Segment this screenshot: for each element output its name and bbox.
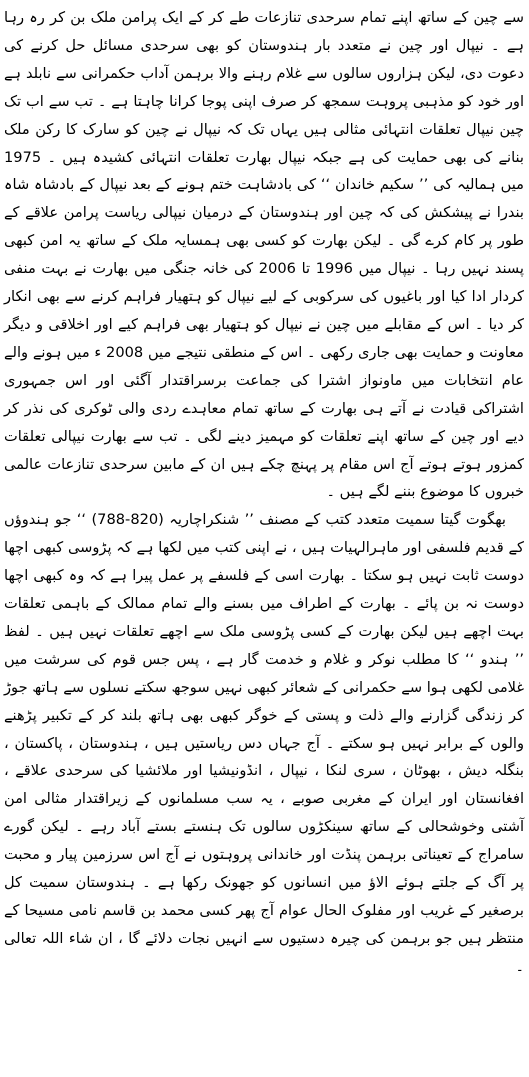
article-paragraph-1: سے چین کے ساتھ اپنے تمام سرحدی تنازعات طے کر کے ایک پرامن ملک بن کر رہ رہا ہے ۔ نیپال اور چین نے متعدد بار ہندوستان کو بھی سرحدی مسائل حل کرنے کی دعوت دی، لیکن ہزاروں سالوں سے غلام رہنے والا برہمن آداب حکمرانی سے نابلد ہے اور خود کو مذہبی پروہت سمجھ کر صرف اپنی پوجا کرانا چاہتا ہے ۔ تب سے اب تک چین نیپال تعلقات انتہائی مثالی ہیں یہاں تک کہ نیپال نے چین کو سارک کا رکن ملک بنانے کی بھی حمایت کی ہے جبکہ نیپال بھارت تعلقات انتہائی کشیدہ ہیں ۔ 1975 میں ہمالیہ کی ’’ سکیم خاندان ‘‘ کی بادشاہت ختم ہونے کے بعد نیپال کے بادشاہ شاہ بندرا نے پیشکش کی کہ چین اور ہندوستان کے درمیان نیپالی ریاست پرامن علاقے کے طور پر کام کرے گی ۔ لیکن بھارت کو کسی بھی ہمسایہ ملک کے ساتھ یہ امن کبھی پسند نہیں رہا ۔ نیپال میں 1996 تا 2006 کی خانہ جنگی میں بھارت نے بہت منفی کردار ادا کیا اور باغیوں کی سرکوبی کے لیے نیپال کو ہتھیار فراہم کرنے سے بھی انکار کر دیا ۔ اس کے مقابلے میں چین نے نیپال کو ہتھیار بھی فراہم کیے اور اخلاقی و دیگر معاونت و حمایت بھی جاری رکھی ۔ اس کے منطقی نتیجے میں 2008 ء میں ہونے والے عام انتخابات میں ماونواز اشترا کی جماعت برسراقتدار آگئی اور اس جمہوری اشتراکی قیادت نے آتے ہی بھارت کے ساتھ تمام معاہدے ردی والی ٹوکری کی نذر کر دیے اور چین کے ساتھ اپنے تعلقات کو مہمیز دینے لگی ۔ تب سے بھارت نیپالی تعلقات کمزور ہوتے ہوتے آج اس مقام پر پہنچ چکے ہیں ان کے مابین سرحدی تنازعات عالمی خبروں کا موضوع بننے لگے ہیں ۔ xyxy=(4,9,524,501)
article-page xyxy=(4,4,524,1072)
article-paragraph-2: بھگوت گیتا سمیت متعدد کتب کے مصنف ’’ شنکراچاریہ (820-788) ‘‘ جو ہندوؤں کے قدیم فلسفی اور ماہرالہیات ہیں ، نے اپنی کتب میں لکھا ہے کہ پڑوسی کبھی اچھا دوست ثابت نہیں ہو سکتا ۔ بھارت اسی کے فلسفے پر عمل پیرا ہے کہ وہ کبھی اچھا دوست نہ بن پائے ۔ بھارت کے اطراف میں بسنے والے تمام ممالک کے باہمی تعلقات بہت اچھے ہیں لیکن بھارت کے کسی پڑوسی ملک سے اچھے تعلقات نہیں ہیں ۔ لفظ ’’ ہندو ‘‘ کا مطلب نوکر و غلام و خدمت گار ہے ، پس جس قوم کی سرشت میں غلامی لکھی ہوا سے حکمرانی کے شعائر کبھی نہیں سوجھ سکتے نسلوں سے ہاتھ جوڑ کر زندگی گزارنے والے ذلت و پستی کے خوگر کبھی بھی ہاتھ بلند کر کے تکبیر پڑھنے والوں کے برابر نہیں ہو سکتے ۔ آج جہاں دس ریاستیں ہیں ، ہندوستان ، پاکستان ، بنگلہ دیش ، بھوٹان ، سری لنکا ، نیپال ، انڈونیشیا اور ملائشیا کی سرحدی علاقے ، افغانستان اور ایران کے مغربی صوبے ، یہ سب مسلمانوں کے زیراقتدار مثالی امن آشتی وخوشحالی کے ساتھ سینکڑوں سالوں تک ہنستے بستے آباد رہے ۔ لیکن گورے سامراج کے تعیناتی برہمن پنڈت اور خاندانی پروہتوں نے آج اس سرزمین پیار و محبت پر آگ کے جلتے ہوئے الاؤ میں انسانوں کو جھونک رکھا ہے ۔ ہندوستان سمیت کل برصغیر کے غریب اور مفلوک الحال عوام آج پھر کسی محمد بن قاسم نامی مسیحا کے منتظر ہیں جو برہمن کی چیرہ دستیوں سے انہیں نجات دلائے گا ، ان شاء اللہ تعالی ۔ xyxy=(4,511,524,975)
